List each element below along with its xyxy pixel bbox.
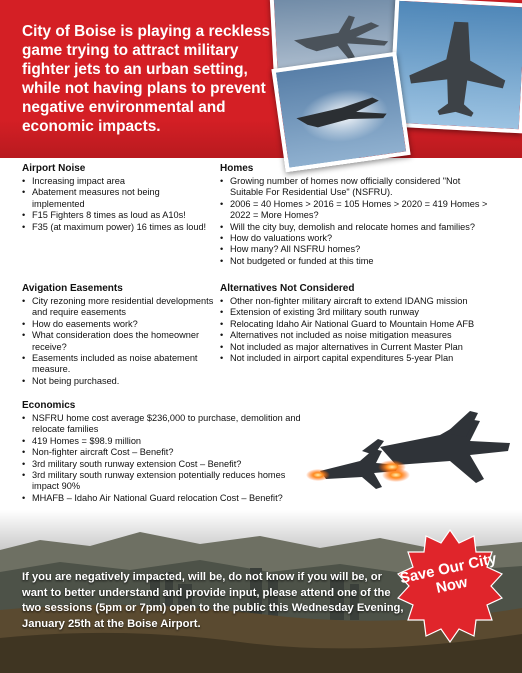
list-item: • Not being purchased. <box>22 376 214 387</box>
list-item: • F35 (at maximum power) 16 times as loud! <box>22 222 214 233</box>
list-item: • How many? All NSFRU homes? <box>220 244 495 255</box>
list-item: • 3rd military south runway extension Cost – Benefit? <box>22 459 312 470</box>
list-item: • F15 Fighters 8 times as loud as A10s! <box>22 210 214 221</box>
airport-noise-section <box>22 163 214 233</box>
list-item: • NSFRU home cost average $236,000 to purchase, demolition and relocate families <box>22 413 312 436</box>
avigation-easements-section <box>22 283 214 387</box>
list-item: • Relocating Idaho Air National Guard to Mountain Home AFB <box>220 319 495 330</box>
list-item: • 3rd military south runway extension potentially reduces homes impact 90% <box>22 470 312 493</box>
list-item: • City rezoning more residential developments and require easements <box>22 296 214 319</box>
list-item: • Easements included as noise abatement measure. <box>22 353 214 376</box>
fighter-jet-underside-photo <box>389 0 522 133</box>
list-item: • Alternatives not included as noise mitigation measures <box>220 330 495 341</box>
headline: City of Boise is playing a reckless game trying to attract military fighter jets to an urban setting, while not having plans to prevent negative environmental and economic impacts. <box>22 23 271 135</box>
economics-section <box>22 400 312 504</box>
list-item: • Other non-fighter military aircraft to extend IDANG mission <box>220 296 495 307</box>
bullet-list <box>22 413 312 504</box>
homes-section <box>220 163 495 267</box>
bullet-list <box>220 296 495 364</box>
list-item: • Increasing impact area <box>22 176 214 187</box>
list-item: • Not budgeted or funded at this time <box>220 256 495 267</box>
list-item: • 2006 = 40 Homes > 2016 = 105 Homes > 2020 = 419 Homes > 2022 = More Homes? <box>220 199 495 222</box>
list-item: • Not included in airport capital expenditures 5-year Plan <box>220 353 495 364</box>
badge-label: Save Our City Now <box>398 550 499 597</box>
bullet-list <box>220 176 495 267</box>
section-title: Alternatives Not Considered <box>220 283 355 294</box>
list-item: • How do valuations work? <box>220 233 495 244</box>
section-title: Homes <box>220 163 254 174</box>
list-item: • Abatement measures not being implemented <box>22 187 214 210</box>
bullet-list <box>22 296 214 387</box>
bullet-list <box>22 176 214 233</box>
alternatives-section <box>220 283 495 364</box>
section-title: Economics <box>22 400 76 411</box>
fighter-jet-vapor-cone-photo <box>271 52 410 173</box>
list-item: • 419 Homes = $98.9 million <box>22 436 312 447</box>
section-title: Avigation Easements <box>22 283 123 294</box>
list-item: • Will the city buy, demolish and relocate homes and families? <box>220 222 495 233</box>
section-title: Airport Noise <box>22 163 86 174</box>
list-item: • Extension of existing 3rd military south runway <box>220 307 495 318</box>
list-item: • Growing number of homes now officially considered "Not Suitable For Residential Use" (NSFRU). <box>220 176 495 199</box>
call-to-action: If you are negatively impacted, will be, do not know if you will be, or want to better understand and provide input, please attend one of the two sessions (5pm or 7pm) open to the public this Wednesday Evening, January 25th at the Boise Airport. <box>22 571 404 630</box>
list-item: • Non-fighter aircraft Cost – Benefit? <box>22 447 312 458</box>
formation-jets-image <box>300 405 522 515</box>
list-item: • Not included as major alternatives in Current Master Plan <box>220 342 495 353</box>
list-item: • How do easements work? <box>22 319 214 330</box>
list-item: • What consideration does the homeowner receive? <box>22 330 214 353</box>
list-item: • MHAFB – Idaho Air National Guard relocation Cost – Benefit? <box>22 493 312 504</box>
